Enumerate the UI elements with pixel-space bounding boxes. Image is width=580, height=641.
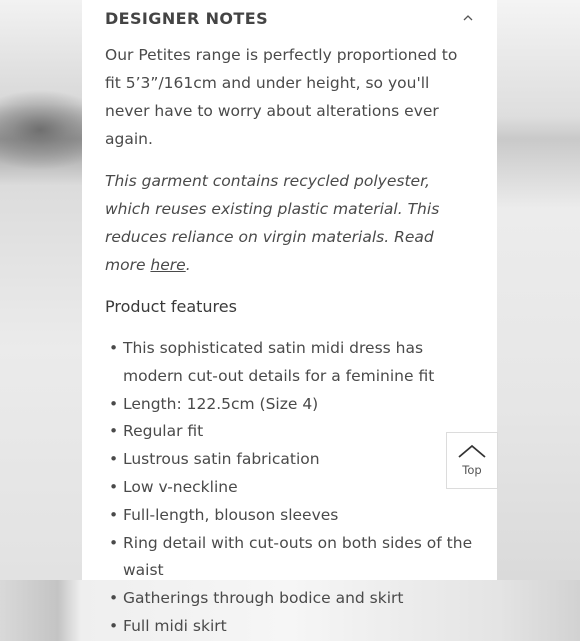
back-to-top-label: Top (462, 463, 482, 477)
recycled-note (105, 167, 475, 279)
list-item: • Ring detail with cut-outs on both sides of the waist (105, 530, 475, 586)
list-item: • Low v-neckline (105, 474, 475, 502)
list-item: • Length: 122.5cm (Size 4) (105, 391, 475, 419)
back-to-top-button[interactable] (446, 432, 498, 489)
background-blur-right (496, 0, 580, 580)
read-more-link[interactable]: here (150, 256, 186, 274)
chevron-up-icon (457, 443, 487, 459)
list-item: • Regular fit (105, 418, 475, 446)
list-item: • Full-length, blouson sleeves (105, 502, 475, 530)
designer-notes-panel (82, 0, 497, 635)
product-features-title: Product features (105, 297, 237, 316)
petites-description: Our Petites range is perfectly proportioned to fit 5’3”/161cm and under height, so you'll never have to worry about alterations ever again. (105, 46, 458, 148)
recycled-note-text: This garment contains recycled polyester, which reuses existing plastic material. This reduces reliance on virgin materials. Read more (105, 172, 440, 274)
list-item: • This sophisticated satin midi dress has modern cut-out details for a feminine fit (105, 335, 475, 391)
section-title: DESIGNER NOTES (105, 8, 268, 28)
product-features-list (105, 335, 475, 641)
list-item: • Full midi skirt (105, 613, 475, 641)
designer-notes-header[interactable] (105, 0, 475, 36)
background-blur-left (0, 0, 82, 580)
recycled-note-end: . (185, 256, 191, 274)
designer-notes-content (105, 41, 475, 641)
list-item: • Lustrous satin fabrication (105, 446, 475, 474)
list-item: • Gatherings through bodice and skirt (105, 585, 475, 613)
chevron-up-icon[interactable] (461, 11, 475, 25)
